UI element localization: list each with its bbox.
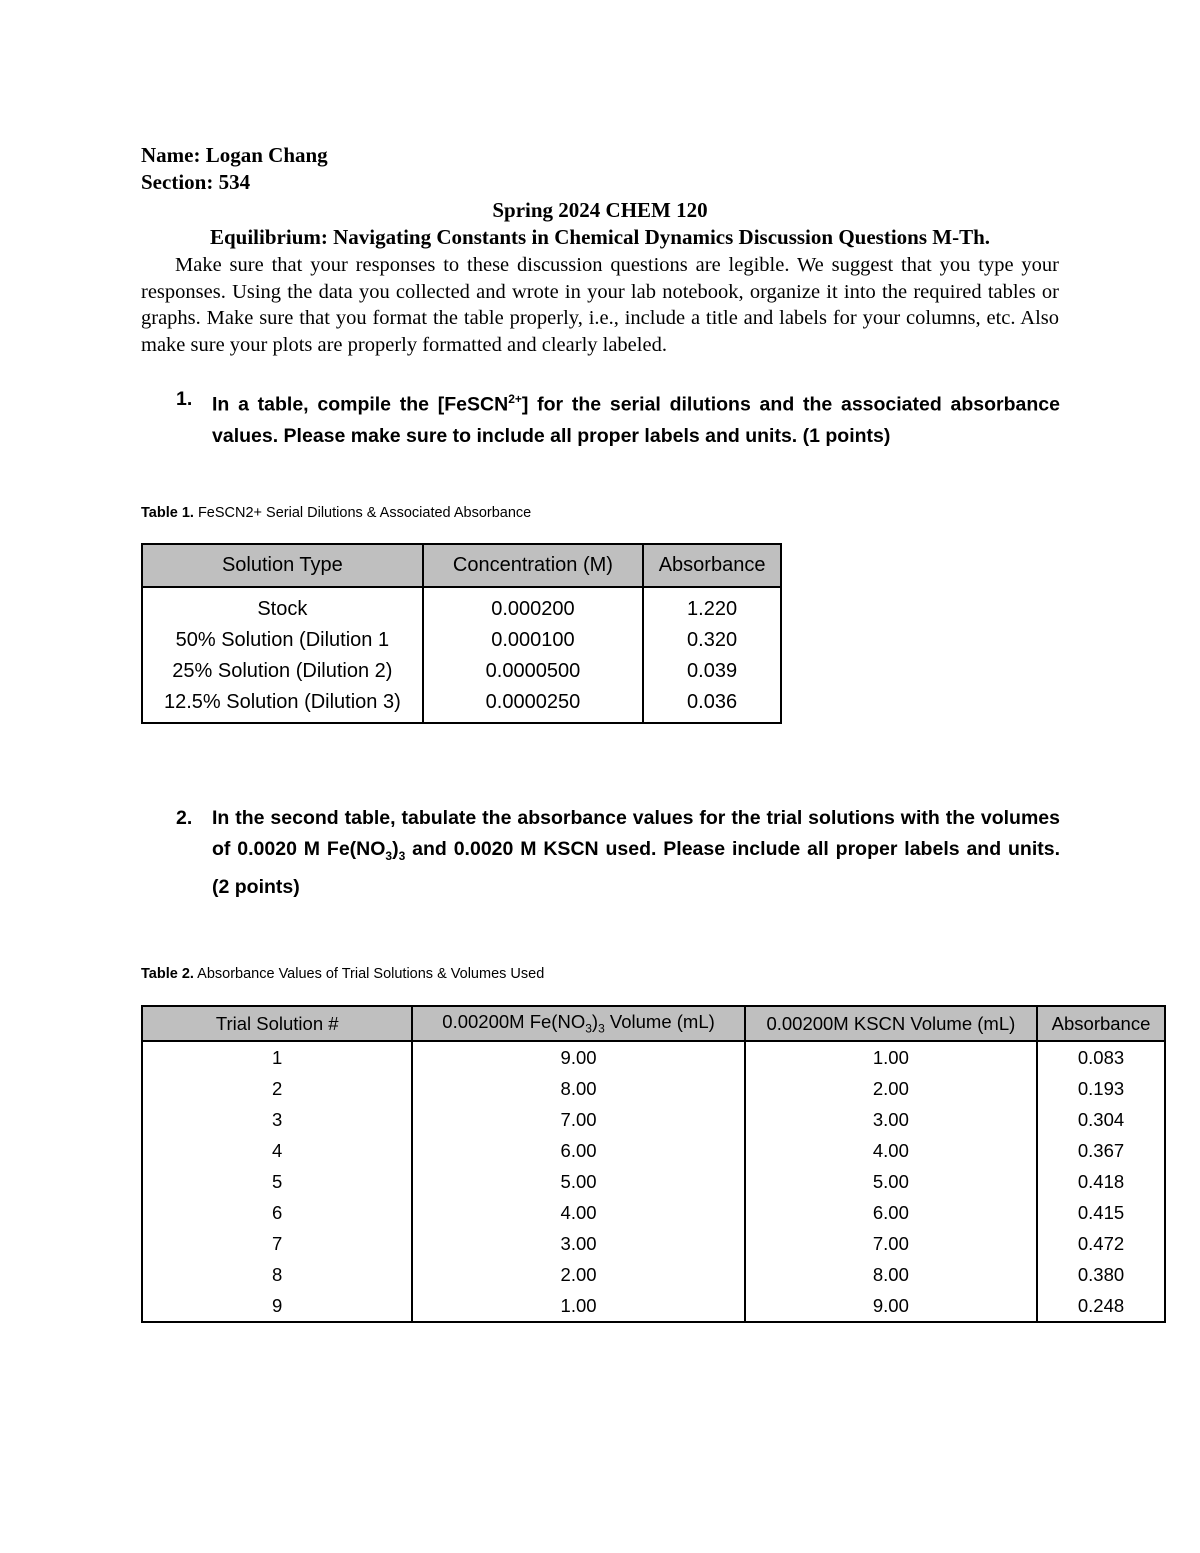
table-row — [142, 1166, 1165, 1197]
table-row — [142, 1041, 1165, 1073]
table-cell: 12.5% Solution (Dilution 3) — [142, 687, 423, 723]
table-row — [142, 687, 781, 723]
question-1-text: In a table, compile the [FeSCN$^{2+}$] for the serial dilutions and the associated absorbance values. Please make sure to include all proper labels and units. (1 points) — [212, 392, 1060, 447]
assignment-title: Equilibrium: Navigating Constants in Chemical Dynamics Discussion Questions M-Th. — [209, 225, 991, 249]
question-2-number: 2. — [176, 807, 193, 829]
table-2-caption: Table 2. Absorbance Values of Trial Solutions & Volumes Used — [141, 966, 545, 982]
table-row — [142, 587, 781, 625]
table-cell: 0.083 — [1037, 1041, 1165, 1073]
header-absorbance: Absorbance — [643, 544, 781, 587]
table-cell: 9.00 — [745, 1290, 1037, 1322]
table-cell: 3 — [142, 1104, 412, 1135]
table-cell: 50% Solution (Dilution 1 — [142, 625, 423, 656]
header-concentration: Concentration (M) — [423, 544, 643, 587]
table-cell: 5 — [142, 1166, 412, 1197]
header-fe-volume: 0.00200M $Fe(NO_3)_3$ Volume (mL) — [412, 1006, 744, 1041]
table-row — [142, 1197, 1165, 1228]
table-cell: 0.248 — [1037, 1290, 1165, 1322]
course-title: Spring 2024 CHEM 120 — [492, 198, 708, 222]
table-row — [142, 656, 781, 687]
section-number: Section: 534 — [141, 170, 251, 194]
table-cell: 1.00 — [745, 1041, 1037, 1073]
table-cell: 2 — [142, 1073, 412, 1104]
table-cell: 4.00 — [412, 1197, 744, 1228]
table-cell: 0.0000500 — [423, 656, 643, 687]
table-cell: 0.415 — [1037, 1197, 1165, 1228]
instructions-paragraph: Make sure that your responses to these discussion questions are legible. We suggest that you type your responses. Using the data you collected and wrote in your lab notebook, organize it into the required tables or graphs. Make sure that you format the table properly, i.e., include a title and labels for your columns, etc. Also make sure your plots are properly formatted and clearly labeled. — [141, 254, 1059, 356]
table-cell: 7 — [142, 1228, 412, 1259]
table-cell: 0.000200 — [423, 587, 643, 625]
table-cell: 0.304 — [1037, 1104, 1165, 1135]
header-trial-solution: Trial Solution # — [142, 1006, 412, 1041]
table-cell: 0.039 — [643, 656, 781, 687]
table-cell: 7.00 — [745, 1228, 1037, 1259]
table-cell: Stock — [142, 587, 423, 625]
question-2-text: In the second table, tabulate the absorbance values for the trial solutions with the volumes of 0.0020 M $Fe(NO_3)_3$ and 0.0020 M KSCN used. Please include all proper labels and units. (2 points) — [212, 807, 1060, 898]
table-cell: 5.00 — [412, 1166, 744, 1197]
table-cell: 2.00 — [745, 1073, 1037, 1104]
table-cell: 0.193 — [1037, 1073, 1165, 1104]
table-header-row — [142, 1006, 1165, 1041]
question-1-number: 1. — [176, 388, 193, 410]
table-cell: 8 — [142, 1259, 412, 1290]
table-cell: 0.380 — [1037, 1259, 1165, 1290]
table-row — [142, 1073, 1165, 1104]
table-cell: 6.00 — [745, 1197, 1037, 1228]
table-row — [142, 1290, 1165, 1322]
header-absorbance: Absorbance — [1037, 1006, 1165, 1041]
header-solution-type: Solution Type — [142, 544, 423, 587]
student-name: Name: Logan Chang — [141, 143, 328, 167]
table-cell: 5.00 — [745, 1166, 1037, 1197]
table-cell: 0.367 — [1037, 1135, 1165, 1166]
table-cell: 9.00 — [412, 1041, 744, 1073]
table-cell: 1.220 — [643, 587, 781, 625]
table-cell: 25% Solution (Dilution 2) — [142, 656, 423, 687]
table-cell: 1.00 — [412, 1290, 744, 1322]
table-1-serial-dilutions — [141, 543, 782, 724]
table-cell: 3.00 — [745, 1104, 1037, 1135]
table-row — [142, 1259, 1165, 1290]
question-1 — [176, 384, 1060, 452]
table-cell: 4.00 — [745, 1135, 1037, 1166]
table-cell: 0.036 — [643, 687, 781, 723]
question-2 — [176, 803, 1060, 903]
table-cell: 2.00 — [412, 1259, 744, 1290]
header-kscn-volume: 0.00200M KSCN Volume (mL) — [745, 1006, 1037, 1041]
table-cell: 8.00 — [412, 1073, 744, 1104]
table-cell: 9 — [142, 1290, 412, 1322]
table-cell: 0.0000250 — [423, 687, 643, 723]
table-2-trial-solutions — [141, 1005, 1166, 1323]
table-cell: 0.472 — [1037, 1228, 1165, 1259]
table-cell: 8.00 — [745, 1259, 1037, 1290]
table-row — [142, 1228, 1165, 1259]
table-row — [142, 625, 781, 656]
table-row — [142, 1135, 1165, 1166]
table-row — [142, 1104, 1165, 1135]
table-cell: 1 — [142, 1041, 412, 1073]
table-1-caption: Table 1. FeSCN2+ Serial Dilutions & Associated Absorbance — [141, 505, 532, 521]
table-cell: 4 — [142, 1135, 412, 1166]
table-cell: 0.418 — [1037, 1166, 1165, 1197]
table-cell: 7.00 — [412, 1104, 744, 1135]
table-cell: 3.00 — [412, 1228, 744, 1259]
table-cell: 0.320 — [643, 625, 781, 656]
table-header-row — [142, 544, 781, 587]
table-cell: 0.000100 — [423, 625, 643, 656]
table-cell: 6.00 — [412, 1135, 744, 1166]
table-cell: 6 — [142, 1197, 412, 1228]
